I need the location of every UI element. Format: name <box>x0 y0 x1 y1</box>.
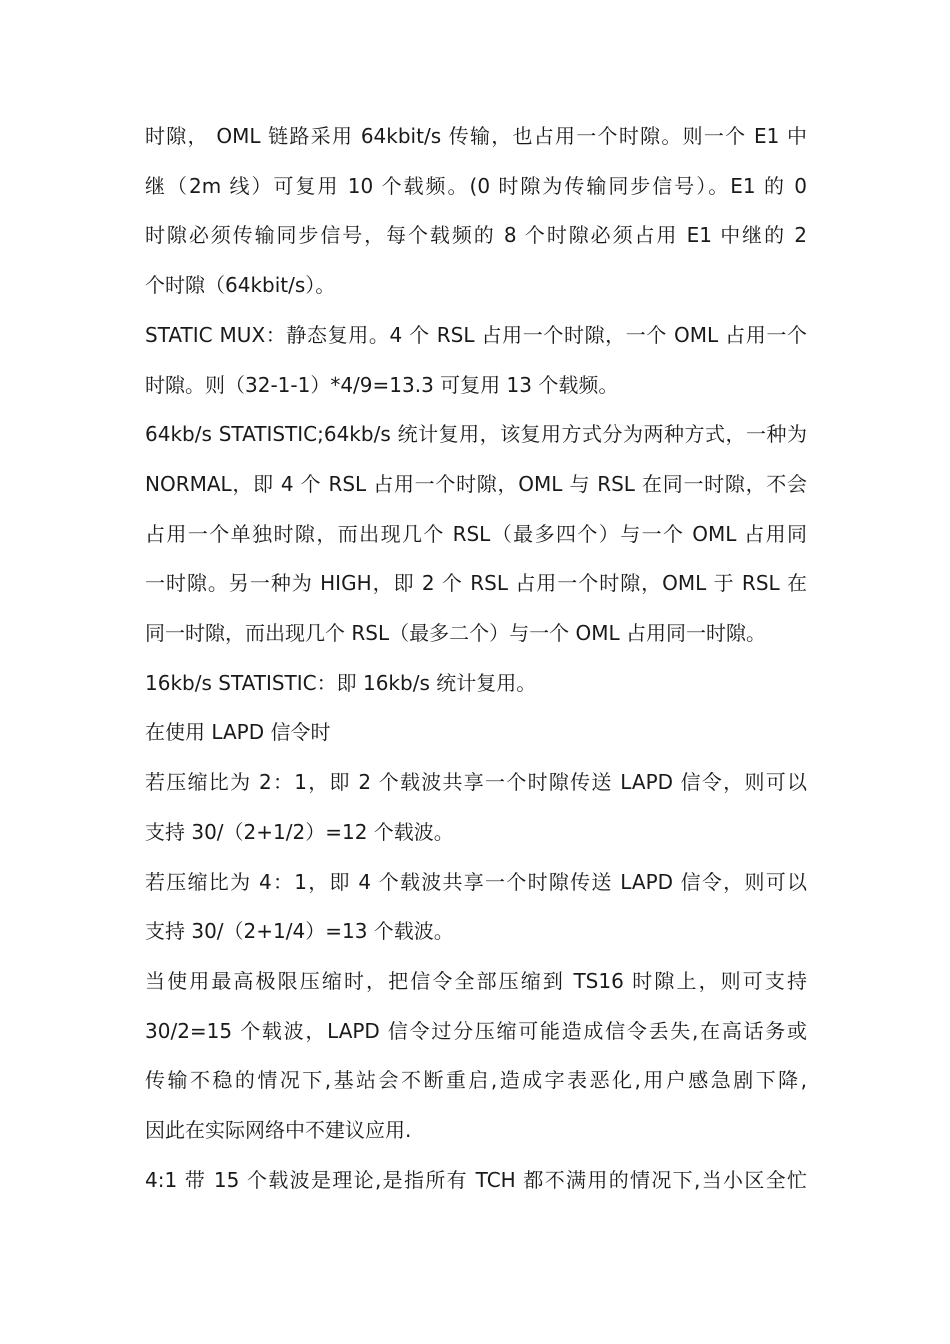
text-line: 同一时隙，而出现几个 RSL（最多二个）与一个 OML 占用同一时隙。 <box>145 621 766 646</box>
text-line: 时隙， OML 链路采用 64kbit/s 传输，也占用一个时隙。则一个 E1 中 <box>145 124 807 148</box>
text-line: 支持 30/（2+1/2）=12 个载波。 <box>145 819 454 844</box>
text-line: 支持 30/（2+1/4）=13 个载波。 <box>145 919 454 944</box>
paragraph-e1-timeslots <box>145 112 807 311</box>
text-line: 30/2=15 个载波，LAPD 信令过分压缩可能造成信令丢失,在高话务或 <box>145 1018 807 1043</box>
text-line: 个时隙（64kbit/s）。 <box>145 273 336 298</box>
text-line: 时隙必须传输同步信号，每个载频的 8 个时隙必须占用 E1 中继的 2 <box>145 223 807 248</box>
text-line: 4:1 带 15 个载波是理论,是指所有 TCH 都不满用的情况下,当小区全忙 <box>145 1167 807 1192</box>
paragraph-static-mux <box>145 311 807 410</box>
text-line: 64kb/s STATISTIC;64kb/s 统计复用，该复用方式分为两种方式，一种为 <box>145 422 807 447</box>
paragraph-max-compression <box>145 957 807 1156</box>
text-line: 继（2m 线）可复用 10 个载频。(0 时隙为传输同步信号）。E1 的 0 <box>145 173 807 198</box>
text-line: STATIC MUX：静态复用。4 个 RSL 占用一个时隙，一个 OML 占用一个 <box>145 322 807 347</box>
text-line: 若压缩比为 4：1，即 4 个载波共享一个时隙传送 LAPD 信令，则可以 <box>145 869 807 894</box>
paragraph-16kb-statistic <box>145 659 807 709</box>
paragraph-64kb-statistic <box>145 410 807 659</box>
text-line: 当使用最高极限压缩时，把信令全部压缩到 TS16 时隙上，则可支持 <box>145 968 807 993</box>
document-body <box>145 112 807 1205</box>
text-line: 时隙。则（32-1-1）*4/9=13.3 可复用 13 个载频。 <box>145 372 619 397</box>
text-line: 若压缩比为 2：1，即 2 个载波共享一个时隙传送 LAPD 信令，则可以 <box>145 770 807 795</box>
text-line: NORMAL，即 4 个 RSL 占用一个时隙，OML 与 RSL 在同一时隙，不会 <box>145 471 807 496</box>
paragraph-4-1-theory <box>145 1156 807 1206</box>
paragraph-lapd-heading <box>145 708 807 758</box>
text-line: 16kb/s STATISTIC：即 16kb/s 统计复用。 <box>145 670 537 695</box>
text-line: 一时隙。另一种为 HIGH，即 2 个 RSL 占用一个时隙，OML 于 RSL 在 <box>145 571 807 596</box>
text-line: 在使用 LAPD 信令时 <box>145 720 331 745</box>
paragraph-ratio-4-1 <box>145 858 807 957</box>
text-line: 因此在实际网络中不建议应用. <box>145 1118 412 1143</box>
text-line: 占用一个单独时隙，而出现几个 RSL（最多四个）与一个 OML 占用同 <box>145 521 807 546</box>
paragraph-ratio-2-1 <box>145 758 807 857</box>
text-line: 传输不稳的情况下,基站会不断重启,造成字表恶化,用户感急剧下降, <box>145 1068 807 1093</box>
